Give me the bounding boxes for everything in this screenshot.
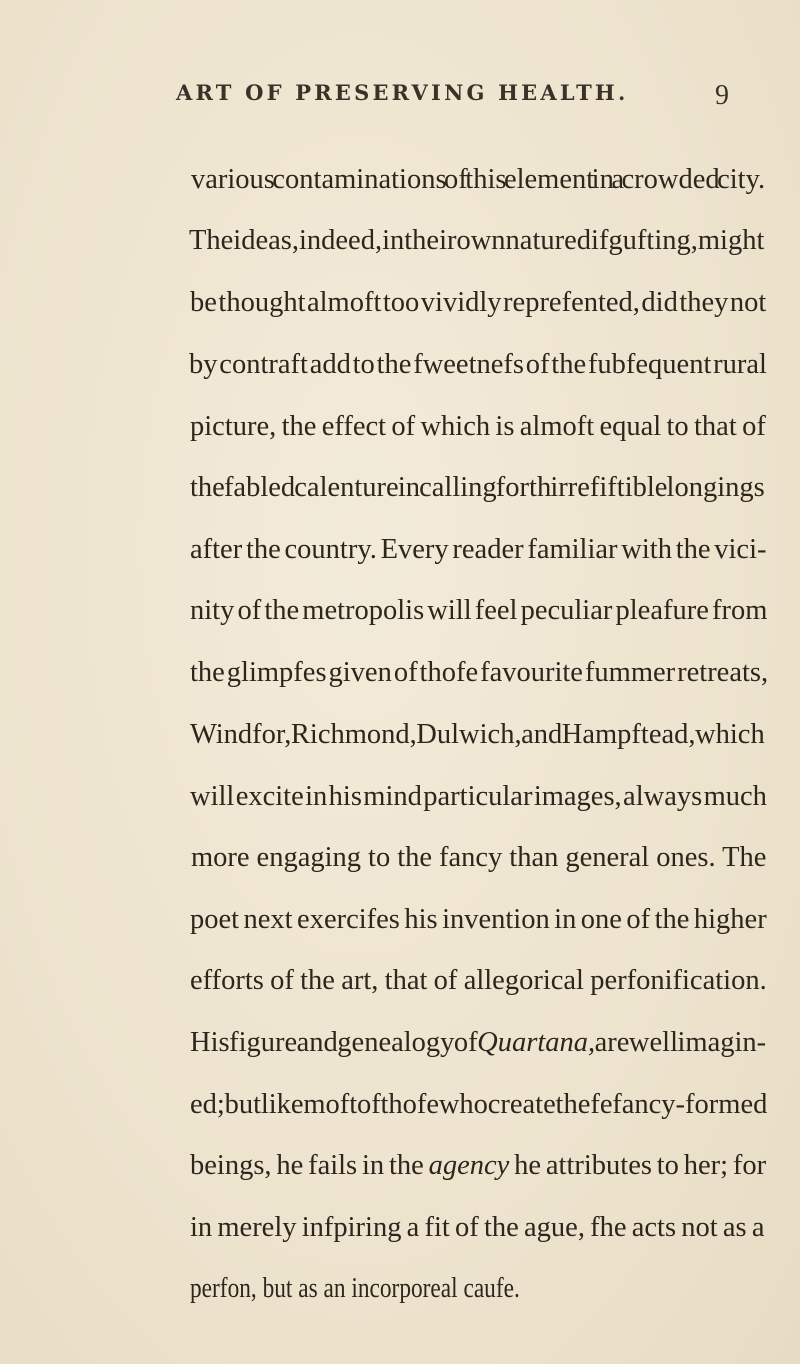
text-line <box>190 1149 766 1183</box>
italic-word: agency <box>428 1150 510 1181</box>
text-span: beings, he fails in the <box>190 1150 429 1181</box>
text-line: efforts of the art, that of allegorical perfonification. <box>190 965 767 996</box>
text-line: by contraft add to the fweetnefs of the fubfequent rural <box>189 349 767 380</box>
text-line: the glimpfes given of thofe favourite fummer retreats, <box>190 657 769 688</box>
text-line: be thought almoft too vividly reprefented, did they not <box>190 287 767 318</box>
text-line: will excite in his mind particular images, always much <box>190 781 767 812</box>
text-line: after the country. Every reader familiar with the vici- <box>190 534 767 565</box>
text-line: poet next exercifes his invention in one of the higher <box>190 904 767 935</box>
italic-name: Quartana, <box>477 1027 596 1058</box>
running-title: ART OF PRESERVING HEALTH. <box>176 80 629 105</box>
text-line: picture, the effect of which is almoft equal to that of <box>190 411 766 442</box>
text-line: perfon, but as an incorporeal caufe. <box>190 1273 520 1304</box>
text-line: the fabled calenture in calling forth irrefiftible longings <box>190 472 765 503</box>
page-number: 9 <box>715 80 729 111</box>
text-line: Windfor, Richmond, Dulwich, and Hampftead, which <box>190 719 765 750</box>
text-span: he attributes to her; for <box>509 1150 767 1181</box>
text-line: in merely infpiring a fit of the ague, fhe acts not as a <box>190 1212 765 1243</box>
text-line: ed; but like moft of thofe who create thefe fancy-formed <box>190 1089 768 1120</box>
text-line: various contaminations of this element in a crowded city. <box>191 164 766 195</box>
text-line: nity of the metropolis will feel peculiar pleafure from <box>190 595 768 626</box>
text-line <box>190 1026 766 1060</box>
text-line: more engaging to the fancy than general ones. The <box>191 842 767 873</box>
text-span: His figure and genealogy of <box>190 1027 478 1058</box>
text-span: are well imagin- <box>595 1027 767 1058</box>
text-line: The ideas, indeed, in their own nature difgufting, might <box>189 225 765 256</box>
